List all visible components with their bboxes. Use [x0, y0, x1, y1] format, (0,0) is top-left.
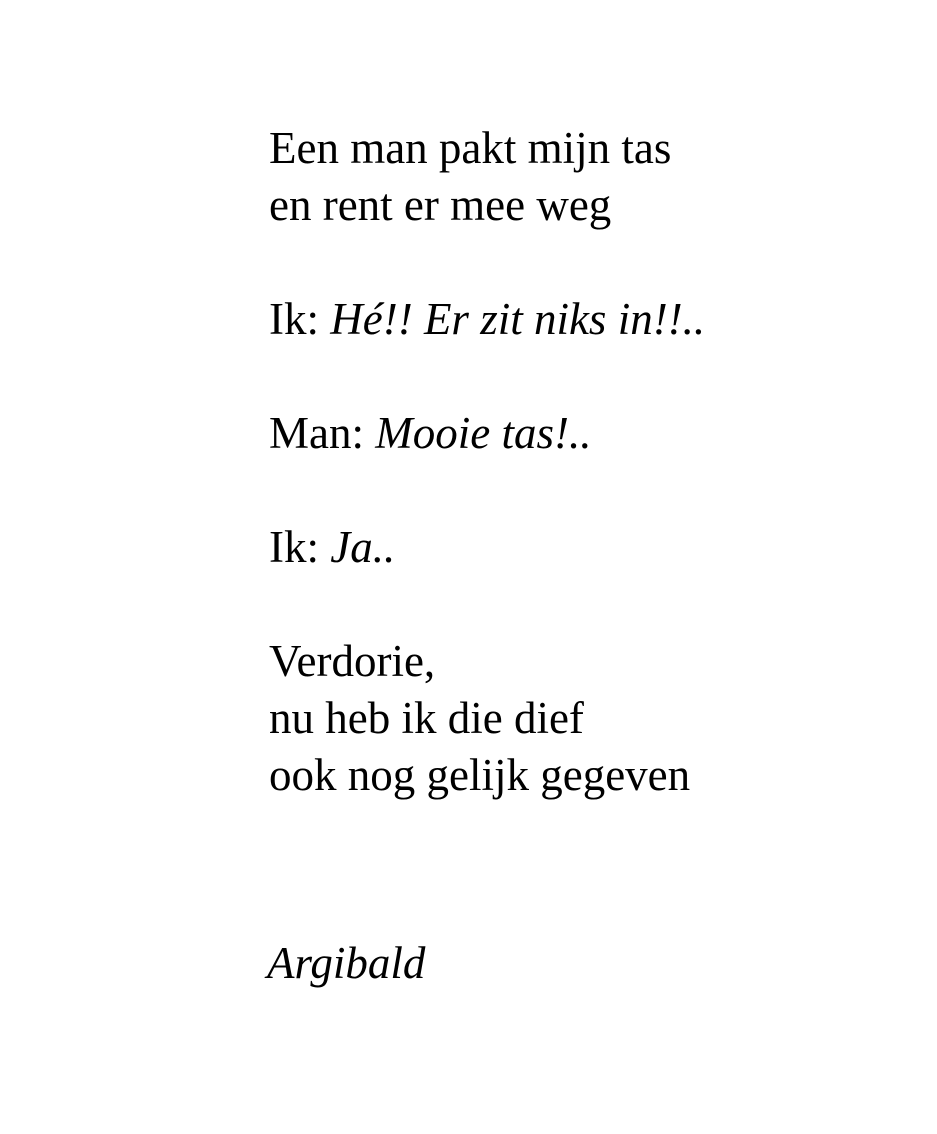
- poem-stanza-4: [269, 519, 909, 576]
- spoken-text: Hé!! Er zit niks in!!..: [330, 294, 706, 344]
- author-signature: Argibald: [267, 938, 426, 988]
- poem-stanza-1: [269, 120, 909, 234]
- poem-stanza-2: [269, 291, 909, 348]
- poem-line: en rent er mee weg: [269, 180, 612, 230]
- spoken-text: Ja..: [330, 522, 396, 572]
- poem-stanza-5: [269, 633, 909, 804]
- poem-line: ook nog gelijk gegeven: [269, 750, 691, 800]
- spoken-text: Mooie tas!..: [375, 408, 592, 458]
- poem-line: Verdorie,: [269, 636, 436, 686]
- speaker-label: Man:: [269, 408, 364, 458]
- dialogue-line: [269, 405, 909, 462]
- poem-line: nu heb ik die dief: [269, 693, 584, 743]
- dialogue-line: [269, 291, 909, 348]
- poem-line: Een man pakt mijn tas: [269, 123, 672, 173]
- speaker-label: Ik:: [269, 294, 319, 344]
- poem-stanza-3: [269, 405, 909, 462]
- poem: [269, 120, 909, 804]
- speaker-label: Ik:: [269, 522, 319, 572]
- dialogue-line: [269, 519, 909, 576]
